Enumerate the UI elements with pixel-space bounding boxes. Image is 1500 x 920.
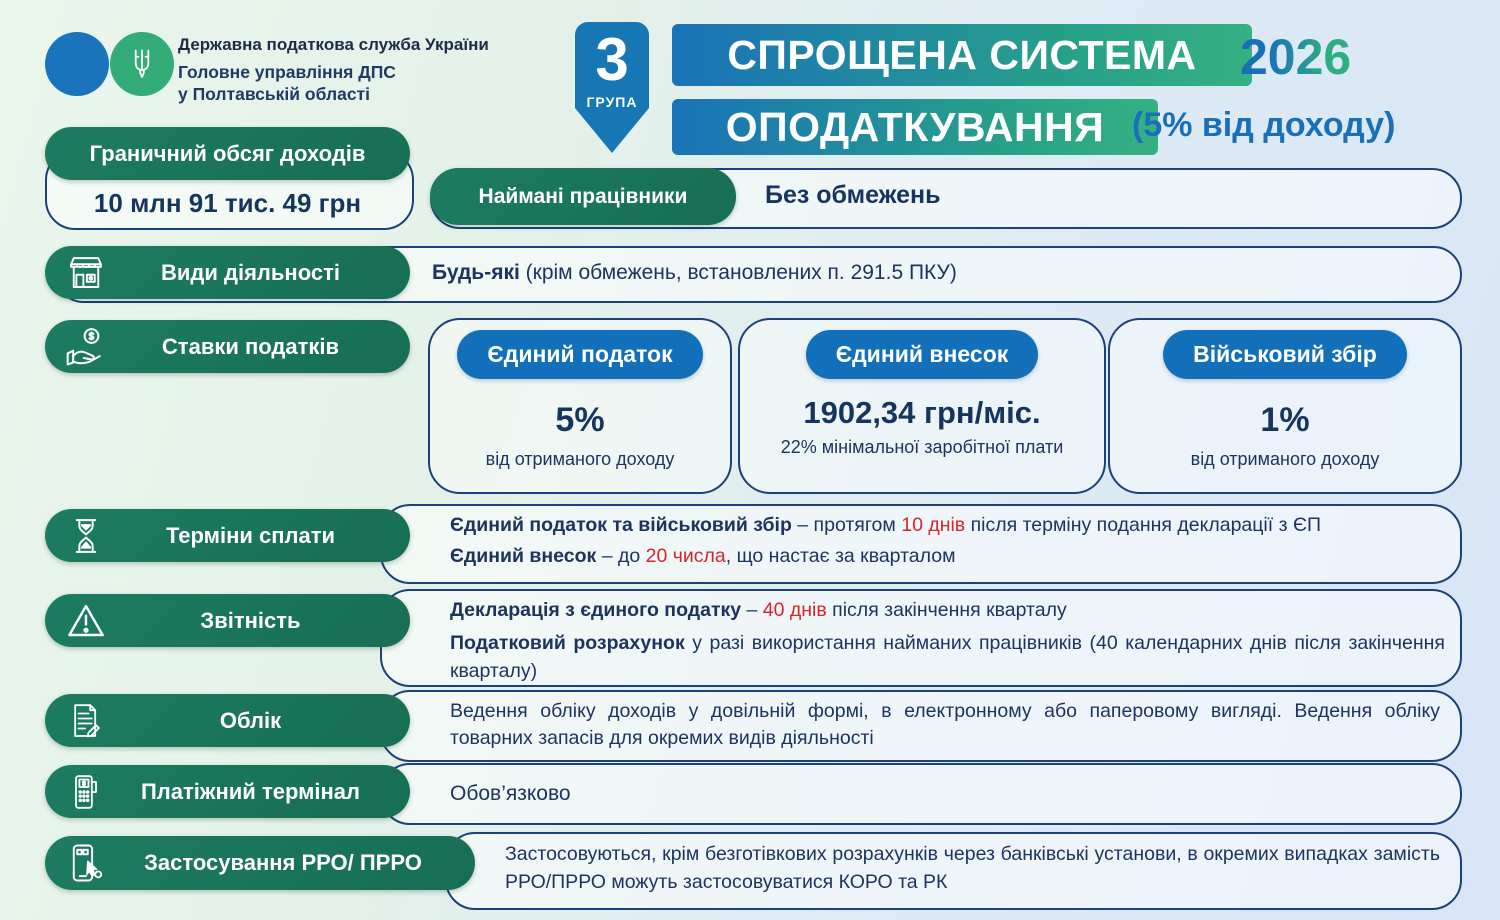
activities-text-bold: Будь-які [432,261,520,284]
rate-card-1-note: від отриманого доходу [485,449,675,469]
trident-icon [127,46,157,82]
employees-label: Наймані працівники [478,184,688,208]
rate-card-single-contribution [738,318,1106,494]
rate-card-3-value: 1% [1260,401,1310,439]
reporting-line2-bold: Податковий розрахунок [450,632,685,654]
terms-line1-rest: після терміну подання декларації з ЄП [965,514,1321,536]
reporting-line1-red: 40 днів [762,599,827,621]
title-note: (5% від доходу) [1132,106,1396,144]
rate-card-2-note: 22% мінімальної заробітної плати [780,437,1064,457]
activities-text-rest: (крім обмежень, встановлених п. 291.5 ПКУ) [519,261,957,284]
title-line2: ОПОДАТКУВАННЯ [725,103,1105,150]
logo-blue-circle [45,32,109,96]
rate-card-1-value: 5% [555,401,605,439]
terms-text [450,510,1450,572]
title-line1: СПРОЩЕНА СИСТЕМА [727,31,1197,78]
activities-label: Види діяльності [161,259,340,285]
accounting-text: Ведення обліку доходів у довільній формі, в електронному або паперовому вигляді. Ведення обліку товарних запасів для окремих видів діяльності [450,700,1440,749]
org-block [178,34,489,105]
accounting-label: Облік [219,707,282,733]
terminal-pill [45,765,410,818]
employees-value: Без обмежень [765,181,941,209]
title-year: 2026 [1240,29,1352,85]
document-pencil-icon [61,701,111,741]
smartphone-tap-icon [61,842,111,884]
reporting-line1-bold: Декларація з єдиного податку [450,599,742,621]
activities-pill [45,246,410,299]
terms-pill [45,509,410,562]
income-limit-pill [45,127,410,180]
storefront-icon [61,252,111,294]
group-label: ГРУПА [586,94,638,110]
reporting-line1 [450,595,1445,626]
rate-card-single-tax [428,318,732,494]
reporting-line2 [450,629,1445,685]
group-badge [575,22,649,154]
terms-line1-mid: – протягом [791,514,902,536]
activities-text [432,257,957,288]
terms-line1-red: 10 днів [901,514,966,536]
reporting-line1-mid: – [741,599,763,621]
rate-card-3-title: Військовий збір [1163,330,1407,379]
hourglass-icon [61,516,111,556]
terminal-value: Обов’язково [450,782,571,805]
terms-line1 [450,510,1450,541]
reporting-pill [45,594,410,647]
terms-line2-mid: – до [596,545,646,567]
rate-card-2-value: 1902,34 грн/міс. [803,395,1041,430]
rates-label: Ставки податків [161,333,340,359]
employees-pill [430,168,736,225]
pos-terminal-icon [61,772,111,812]
rates-pill [45,320,410,373]
reporting-line2-rest: у разі використання найманих працівників (40 календарних днів після закінчення кварталу) [450,632,1445,682]
rate-card-3-note: від отриманого доходу [1190,449,1380,469]
reporting-text [450,595,1445,685]
title-line1-band [672,24,1252,86]
terms-line2-rest: , що настає за кварталом [725,545,956,567]
income-limit-label: Граничний обсяг доходів [89,140,366,166]
rate-card-1-title: Єдиний податок [457,330,702,379]
reporting-label: Звітність [200,607,301,633]
title-line2-band [672,99,1158,155]
terms-line1-bold: Єдиний податок та військовий збір [450,514,792,536]
org-name: Державна податкова служба України [178,35,489,54]
terms-line2-bold: Єдиний внесок [450,545,597,567]
terminal-label: Платіжний термінал [140,778,360,804]
terms-line2-red: 20 числа [645,545,726,567]
rate-card-military-levy [1108,318,1462,494]
rro-pill [45,836,475,890]
terms-line2 [450,541,1450,572]
org-office-line1: Головне управління ДПС [178,62,396,82]
terms-label: Терміни сплати [165,522,336,548]
rate-card-2-title: Єдиний внесок [806,330,1039,379]
warning-icon [61,600,111,642]
rro-label: Застосування РРО/ ПРРО [144,850,422,875]
org-office-line2: у Полтавській області [178,84,370,104]
logo-green-circle [110,32,174,96]
hand-coin-icon [61,325,111,369]
rro-text: Застосовуються, крім безготівкових розрахунків через банківські установи, в окремих випадках замість РРО/ПРРО можуть застосовуватися КОРО та РК [505,843,1440,893]
reporting-line1-rest: після закінчення кварталу [826,599,1067,621]
accounting-pill [45,694,410,747]
group-number: 3 [595,26,629,93]
income-limit-value: 10 млн 91 тис. 49 грн [93,188,362,218]
org-office [178,61,489,105]
